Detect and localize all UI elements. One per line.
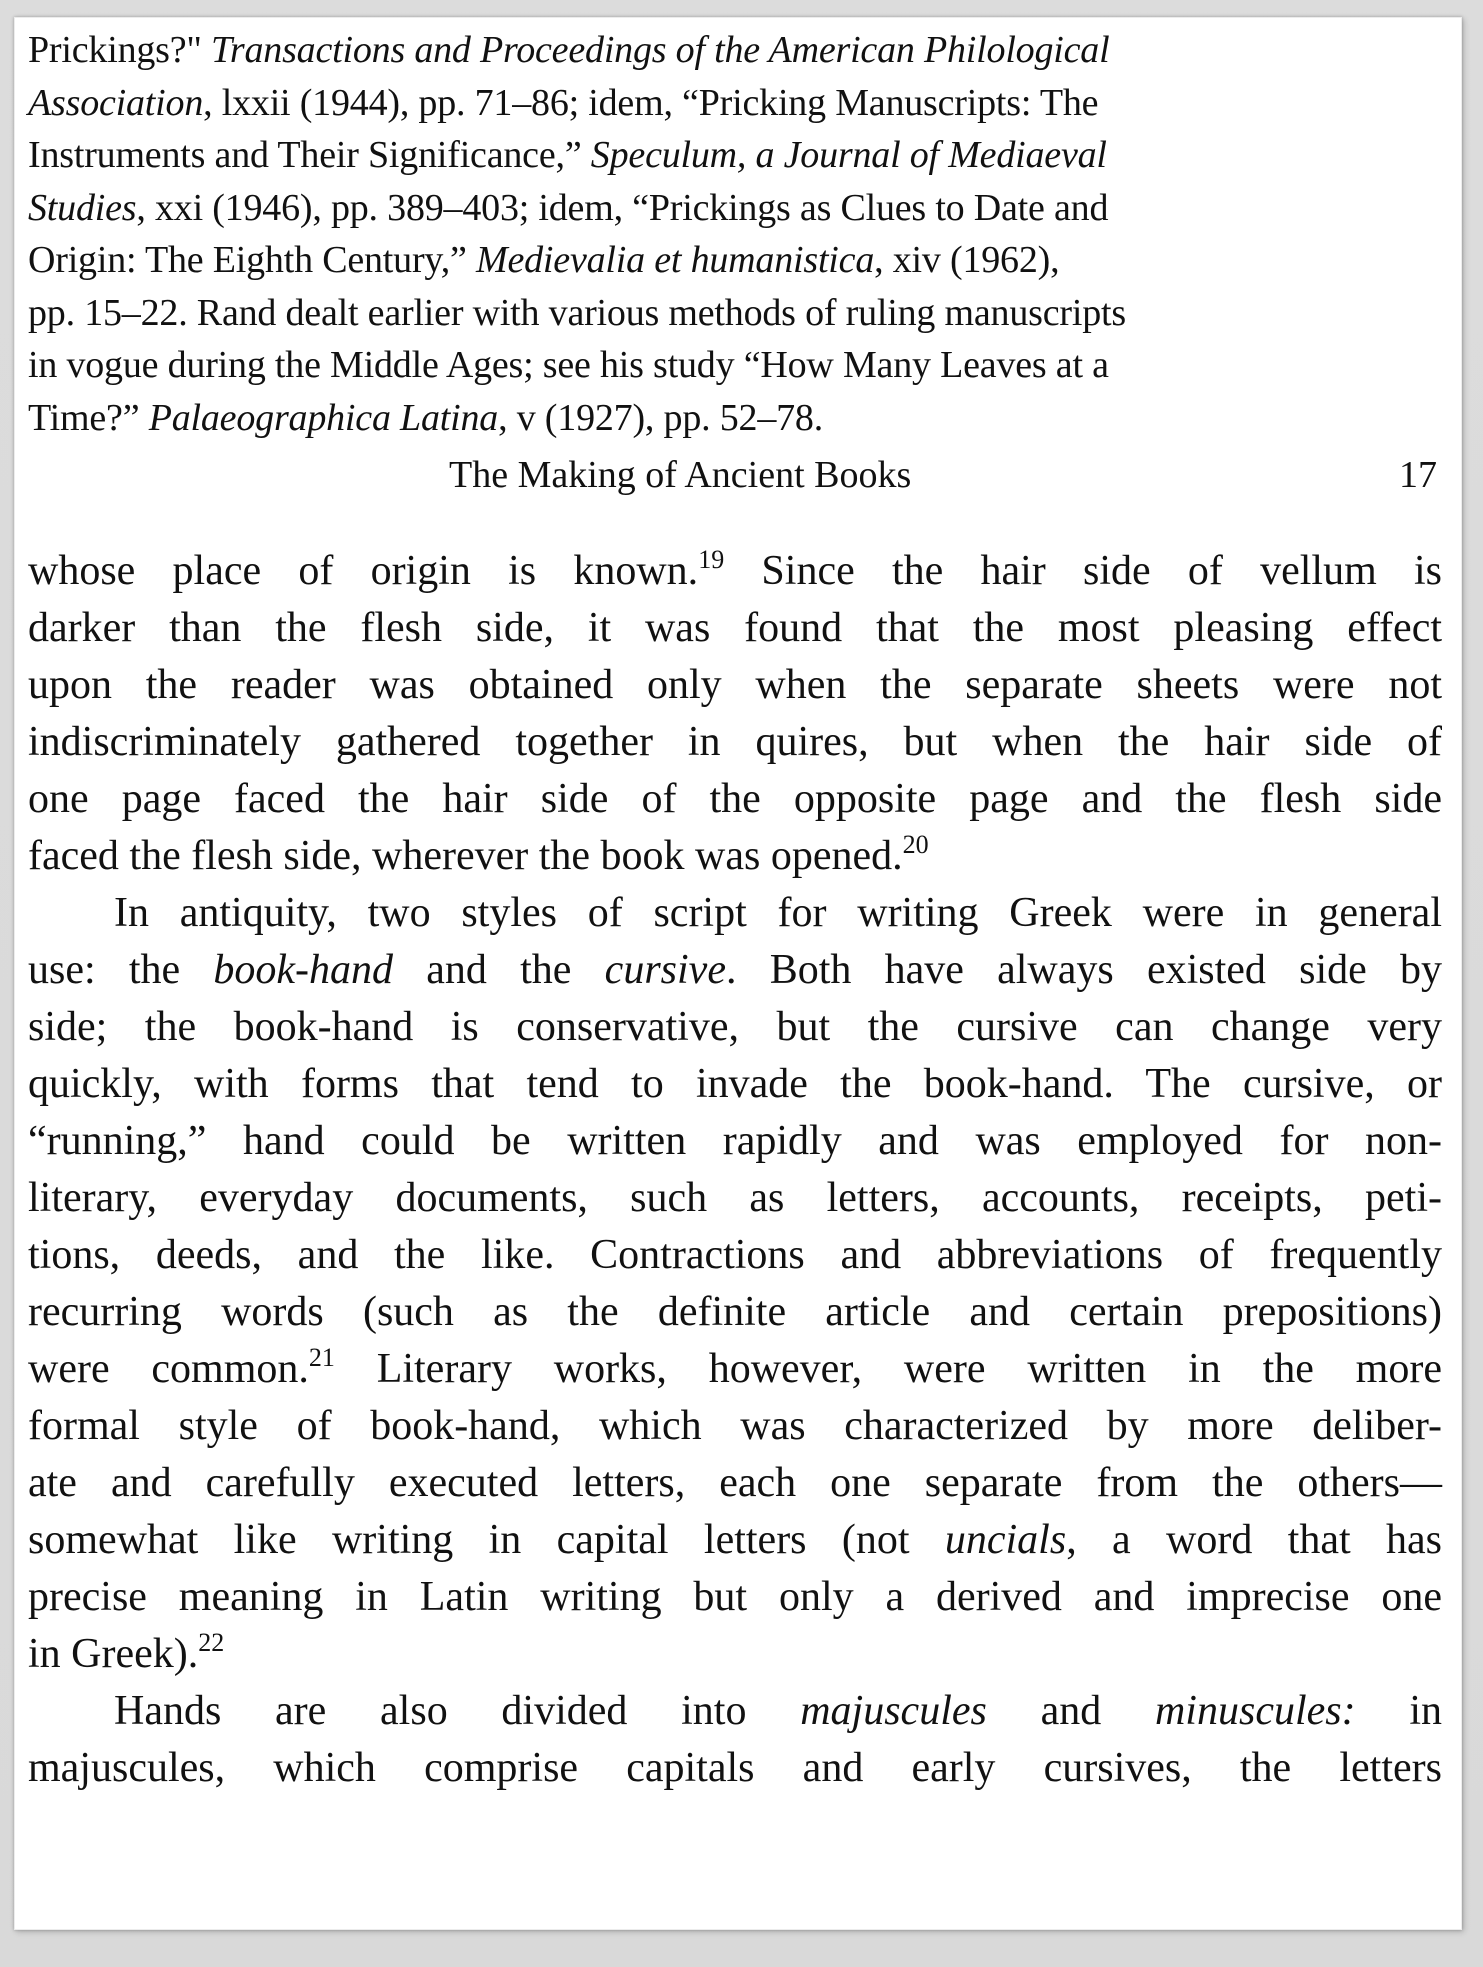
text-run: whose place of origin is known. bbox=[28, 548, 699, 594]
text-run: ate and carefully executed letters, each one separate from the others— bbox=[28, 1460, 1442, 1506]
running-head bbox=[15, 449, 1443, 501]
footnote-line bbox=[28, 287, 1428, 340]
italic-text: Transactions and Proceedings of the American Philological bbox=[211, 29, 1110, 71]
footnote-line bbox=[28, 182, 1428, 235]
text-run: tions, deeds, and the like. Contractions and abbreviations of frequently bbox=[28, 1232, 1442, 1278]
text-run: quickly, with forms that tend to invade the book-hand. The cursive, or bbox=[28, 1061, 1442, 1107]
body-line bbox=[28, 1113, 1442, 1170]
body-line bbox=[28, 1341, 1442, 1398]
body-line bbox=[28, 657, 1442, 714]
body-line bbox=[28, 714, 1442, 771]
italic-text: uncials bbox=[944, 1517, 1067, 1563]
italic-text: minuscules: bbox=[1154, 1688, 1356, 1734]
text-run: , xxi (1946), pp. 389–403; idem, “Prickings as Clues to Date and bbox=[136, 186, 1109, 229]
italic-text: Association bbox=[28, 81, 204, 124]
text-run: Hands are also divided into bbox=[114, 1688, 801, 1734]
text-run: faced the flesh side, wherever the book was opened. bbox=[28, 833, 903, 879]
text-run: in bbox=[1355, 1688, 1443, 1734]
text-run: majuscules, which comprise capitals and early cursives, the letters bbox=[28, 1745, 1442, 1791]
body-line bbox=[28, 942, 1442, 999]
text-run: In antiquity, two styles of script for writing Greek were in general bbox=[114, 890, 1442, 936]
body-line bbox=[28, 1227, 1442, 1284]
footnote-line bbox=[28, 77, 1428, 130]
italic-text: Studies bbox=[28, 186, 137, 229]
text-run: somewhat like writing in capital letters (not bbox=[28, 1517, 945, 1563]
body-line bbox=[28, 771, 1442, 828]
footnote-line bbox=[28, 392, 1428, 445]
body-line bbox=[28, 1626, 1442, 1683]
footnote-reference[interactable]: 19 bbox=[698, 545, 725, 574]
body-line bbox=[28, 543, 1442, 600]
text-run: formal style of book-hand, which was characterized by more deliber- bbox=[28, 1403, 1442, 1449]
text-run: and bbox=[986, 1688, 1155, 1734]
text-run: use: the bbox=[28, 947, 214, 993]
text-run: Since the hair side of vellum is bbox=[724, 548, 1442, 594]
italic-text: majuscules bbox=[800, 1688, 987, 1734]
body-line bbox=[28, 1569, 1442, 1626]
page-number: 17 bbox=[1399, 454, 1437, 496]
text-run: one page faced the hair side of the opposite page and the flesh side bbox=[28, 776, 1442, 822]
text-run: Literary works, however, were written in the more bbox=[334, 1346, 1442, 1392]
footnote-line bbox=[28, 129, 1428, 182]
body-line bbox=[28, 828, 1442, 885]
text-run: upon the reader was obtained only when the separate sheets were not bbox=[28, 662, 1442, 708]
body-line bbox=[28, 600, 1442, 657]
body-line bbox=[28, 885, 1442, 942]
italic-text: Speculum, a Journal of Mediaeval bbox=[590, 134, 1107, 176]
footnote-reference[interactable]: 21 bbox=[308, 1343, 335, 1372]
italic-text: cursive bbox=[604, 947, 726, 993]
text-run: , v (1927), pp. 52–78. bbox=[498, 396, 824, 439]
text-run: “running,” hand could be written rapidly and was employed for non- bbox=[28, 1118, 1442, 1164]
text-run: Prickings?" bbox=[28, 29, 212, 71]
footnote-continuation bbox=[28, 24, 1428, 444]
text-run: literary, everyday documents, such as letters, accounts, receipts, peti- bbox=[28, 1175, 1442, 1221]
document-page bbox=[14, 17, 1462, 1930]
body-text bbox=[28, 543, 1442, 1797]
running-head-title: The Making of Ancient Books bbox=[449, 454, 912, 496]
text-run: side; the book-hand is conservative, but the cursive can change very bbox=[28, 1004, 1442, 1050]
footnote-line bbox=[28, 24, 1428, 77]
body-line bbox=[28, 1398, 1442, 1455]
body-line bbox=[28, 1284, 1442, 1341]
text-run: Origin: The Eighth Century,” bbox=[28, 239, 477, 281]
text-run: , lxxii (1944), pp. 71–86; idem, “Pricking Manuscripts: The bbox=[203, 81, 1099, 124]
footnote-line bbox=[28, 234, 1428, 287]
body-line bbox=[28, 1056, 1442, 1113]
text-run: precise meaning in Latin writing but only a derived and imprecise one bbox=[28, 1574, 1442, 1620]
body-line bbox=[28, 1512, 1442, 1569]
text-run: , a word that has bbox=[1066, 1517, 1442, 1563]
footnote-line bbox=[28, 339, 1428, 392]
body-line bbox=[28, 1740, 1442, 1797]
text-run: Instruments and Their Significance,” bbox=[28, 134, 591, 176]
body-line bbox=[28, 999, 1442, 1056]
text-run: recurring words (such as the definite article and certain prepositions) bbox=[28, 1289, 1442, 1335]
text-run: in vogue during the Middle Ages; see his study “How Many Leaves at a bbox=[28, 344, 1109, 386]
text-run: in Greek). bbox=[28, 1631, 199, 1677]
text-run: . Both have always existed side by bbox=[725, 947, 1443, 993]
italic-text: Palaeographica Latina bbox=[148, 396, 499, 439]
text-run: and the bbox=[393, 947, 605, 993]
body-line bbox=[28, 1170, 1442, 1227]
text-run: indiscriminately gathered together in quires, but when the hair side of bbox=[28, 719, 1442, 765]
body-line bbox=[28, 1455, 1442, 1512]
italic-text: Medievalia et humanistica bbox=[476, 239, 875, 281]
text-run: darker than the flesh side, it was found that the most pleasing effect bbox=[28, 605, 1442, 651]
text-run: Time?” bbox=[28, 396, 149, 439]
footnote-reference[interactable]: 20 bbox=[902, 830, 929, 859]
text-run: , xiv (1962), bbox=[874, 239, 1060, 281]
body-line bbox=[28, 1683, 1442, 1740]
text-run: were common. bbox=[28, 1346, 309, 1392]
italic-text: book-hand bbox=[213, 947, 394, 993]
footnote-reference[interactable]: 22 bbox=[198, 1628, 225, 1657]
text-run: pp. 15–22. Rand dealt earlier with various methods of ruling manuscripts bbox=[28, 291, 1126, 334]
